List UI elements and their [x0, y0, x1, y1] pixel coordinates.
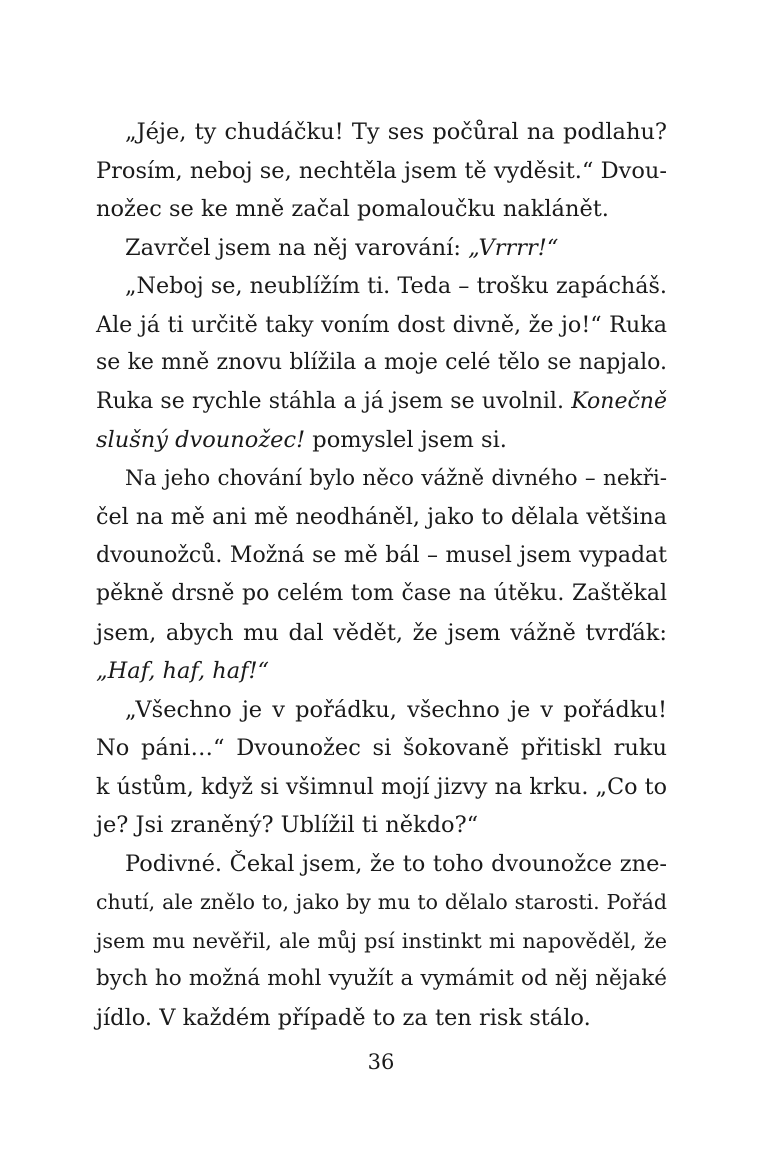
- text-line: „Jéje, ty chudáčku! Ty ses počůral na podlahu?: [125, 119, 667, 145]
- text-line: „Všechno je v pořádku, všechno je v pořádku!: [125, 696, 667, 723]
- body-text: [96, 113, 667, 1037]
- italic-text: „Haf, haf, haf!“: [96, 658, 270, 684]
- text-line: [96, 421, 667, 460]
- paragraph: [96, 691, 667, 845]
- text-line: pěkně drsně po celém tom čase na útěku. Zaštěkal: [96, 581, 667, 606]
- paragraph: [96, 229, 667, 268]
- text-run: Ruka se rychle stáhla a já jsem se uvolnil.: [96, 388, 572, 414]
- text-line: dvounožců. Možná se mě bál – musel jsem vypadat: [96, 542, 667, 568]
- text-line: jídlo. V každém případě to za ten risk stálo.: [96, 1004, 591, 1031]
- text-line: Na jeho chování bylo něco vážně divného – nekři-: [125, 465, 667, 491]
- text-line: se ke mně znovu blížila a moje celé tělo se napjalo.: [96, 350, 667, 375]
- paragraph: [96, 267, 667, 460]
- text-line: nožec se ke mně začal pomaloučku naklánět.: [96, 196, 609, 222]
- text-line: Ale já ti určitě taky voním dost divně, že jo!“ Ruka: [96, 311, 667, 338]
- paragraph: [96, 113, 667, 229]
- text-line: [96, 383, 667, 422]
- text-line: je? Jsi zraněný? Ublížil ti někdo?“: [96, 812, 479, 838]
- text-line: k ústům, když si všimnul mojí jizvy na krku. „Co to: [96, 773, 667, 800]
- italic-text: slušný dvounožec!: [96, 427, 306, 453]
- text-line: [96, 229, 667, 268]
- text-line: čel na mě ani mě neodháněl, jako to dělala většina: [96, 504, 667, 530]
- text-run: Zavrčel jsem na něj varování:: [125, 234, 469, 261]
- text-line: bych ho možná mohl využít a vymámit od něj nějaké: [96, 966, 667, 991]
- text-line: jsem mu nevěřil, ale můj psí instinkt mi napověděl, že: [96, 928, 667, 953]
- text-line: Podivné. Čekal jsem, že to toho dvounožce zne-: [125, 850, 667, 877]
- paragraph: [96, 845, 667, 1038]
- text-line: [96, 652, 667, 691]
- italic-text: Konečně: [571, 388, 667, 414]
- paragraph: [96, 460, 667, 691]
- text-line: „Neboj se, neublížím ti. Teda – trošku zapácháš.: [125, 273, 667, 299]
- text-line: No páni…“ Dvounožec si šokovaně přitiskl ruku: [96, 735, 667, 761]
- text-line: chutí, ale znělo to, jako by mu to dělalo starosti. Pořád: [96, 890, 667, 914]
- text-line: Prosím, neboj se, nechtěla jsem tě vyděsit.“ Dvou-: [96, 157, 667, 184]
- page-number: 36: [367, 1050, 395, 1074]
- text-line: jsem, abych mu dal vědět, že jsem vážně tvrďák:: [96, 619, 667, 646]
- text-run: pomyslel jsem si.: [305, 427, 507, 453]
- italic-text: „Vrrrr!“: [468, 234, 559, 261]
